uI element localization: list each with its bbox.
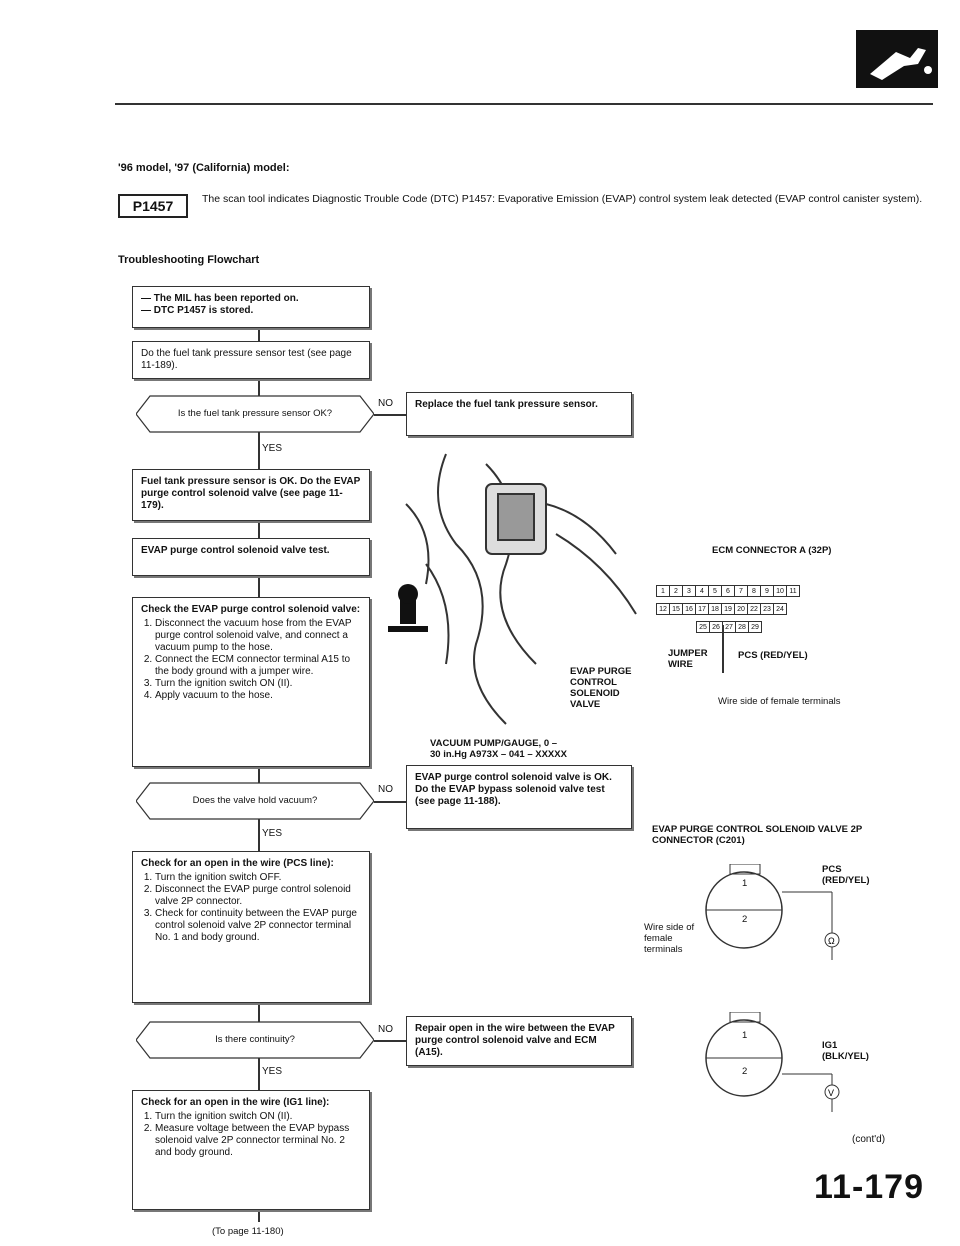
ecm-pin: 19	[721, 603, 735, 615]
ecm-pin: 11	[786, 585, 800, 597]
ecm-pin: 22	[747, 603, 761, 615]
ecm-pin: 15	[669, 603, 683, 615]
ecm-pin: 27	[722, 621, 736, 633]
q2-no-line	[374, 801, 406, 803]
pcs2-label: PCS (RED/YEL)	[822, 864, 870, 886]
model-line: '96 model, '97 (California) model:	[118, 162, 290, 174]
step5-item: 2. Disconnect the EVAP purge control solenoid valve 2P connector.	[155, 884, 361, 908]
ecm-pin: 4	[695, 585, 709, 597]
fuel-nozzle-icon	[856, 30, 938, 88]
q3-no-line	[374, 1040, 406, 1042]
page-number: 11-179	[814, 1168, 924, 1206]
ecm-pin: 28	[735, 621, 749, 633]
step5-item: 1. Turn the ignition switch OFF.	[155, 872, 361, 884]
step4-item: 1. Disconnect the vacuum hose from the EVAP purge control solenoid valve, and connect a vacuum pump to the hose.	[155, 618, 361, 654]
step6-item: 1. Turn the ignition switch ON (II).	[155, 1111, 361, 1123]
step4-item: 3. Turn the ignition switch ON (II).	[155, 678, 361, 690]
dtc-description: The scan tool indicates Diagnostic Trouble Code (DTC) P1457: Evaporative Emission (EVAP) control system leak detected (EVAP control canister system).	[202, 193, 923, 205]
flow-step2-box: Fuel tank pressure sensor is OK. Do the EVAP purge control solenoid valve (see page 11-179).	[132, 469, 370, 521]
ecm-pin: 26	[709, 621, 723, 633]
ecm-connector-title: ECM CONNECTOR A (32P)	[712, 545, 832, 556]
ecm-pin: 10	[773, 585, 787, 597]
flow-q1-no-box: Replace the fuel tank pressure sensor.	[406, 392, 632, 436]
flow-q2-no-box: EVAP purge control solenoid valve is OK. Do the EVAP bypass solenoid valve test (see page 11-188).	[406, 765, 632, 829]
flow-q3-text: Is there continuity?	[215, 1034, 295, 1045]
flow-spine	[258, 312, 260, 1222]
q3-yes-label: YES	[262, 1066, 283, 1077]
step4-item: 4. Apply vacuum to the hose.	[155, 690, 361, 702]
flow-step5-box	[132, 851, 370, 1003]
wire-side-label: Wire side of female terminals	[718, 696, 841, 707]
step6-item: 2. Measure voltage between the EVAP bypass solenoid valve 2P connector terminal No. 2 and body ground.	[155, 1123, 361, 1159]
q3-no-label: NO	[378, 1024, 393, 1035]
ecm-pin: 3	[682, 585, 696, 597]
jumper-line	[722, 625, 724, 673]
ecm-pin: 12	[656, 603, 670, 615]
ig1-label: IG1 (BLK/YEL)	[822, 1040, 869, 1062]
vacuum-pump-icon	[388, 584, 428, 632]
q2-yes-label: YES	[262, 828, 283, 839]
ecm-pin: 20	[734, 603, 748, 615]
flow-step4-box	[132, 597, 370, 767]
vacuum-pump-label: VACUUM PUMP/GAUGE, 0 – 30 in.Hg A973X – 041 – XXXXX	[430, 738, 567, 760]
ohmmeter-icon: Ω	[828, 936, 835, 946]
step6-title: Check for an open in the wire (IG1 line):	[141, 1097, 330, 1108]
ig1-connector-diagram	[694, 1012, 874, 1122]
ecm-pin: 16	[682, 603, 696, 615]
q1-no-label: NO	[378, 398, 393, 409]
evap-valve-label: EVAP PURGE CONTROL SOLENOID VALVE	[570, 666, 632, 710]
step5-item: 3. Check for continuity between the EVAP purge control solenoid valve 2P connector terminal No. 1 and body ground.	[155, 908, 361, 944]
flow-step6-box	[132, 1090, 370, 1210]
pcs-label: PCS (RED/YEL)	[738, 650, 808, 661]
ecm-pin: 25	[696, 621, 710, 633]
ecm-pin: 24	[773, 603, 787, 615]
ecm-pin: 5	[708, 585, 722, 597]
ecm-pin: 29	[748, 621, 762, 633]
ecm-pin: 2	[669, 585, 683, 597]
ig1-pin1-label: 1	[742, 1030, 748, 1041]
flow-q3-no-box: Repair open in the wire between the EVAP purge control solenoid valve and ECM (A15).	[406, 1016, 632, 1066]
q1-no-line	[374, 414, 406, 416]
flow-q2-text: Does the valve hold vacuum?	[192, 795, 318, 806]
step4-title: Check the EVAP purge control solenoid valve:	[141, 604, 361, 615]
evap-connector-title: EVAP PURGE CONTROL SOLENOID VALVE 2P CONNECTOR (C201)	[652, 824, 863, 846]
pin2-label: 2	[742, 914, 748, 925]
flow-start-box: — The MIL has been reported on. — DTC P1457 is stored.	[132, 286, 370, 328]
q1-yes-label: YES	[262, 443, 283, 454]
ecm-pin: 7	[734, 585, 748, 597]
ecm-pin: 23	[760, 603, 774, 615]
ecm-pin: 6	[721, 585, 735, 597]
ecm-pin: 9	[760, 585, 774, 597]
ecm-connector-diagram	[656, 580, 799, 634]
flow-q1-text: Is the fuel tank pressure sensor OK?	[177, 408, 333, 419]
ig1-pin2-label: 2	[742, 1066, 748, 1077]
flow-step3-box: EVAP purge control solenoid valve test.	[132, 538, 370, 576]
voltmeter-icon: V	[828, 1088, 835, 1098]
section-title: Troubleshooting Flowchart	[118, 254, 260, 266]
to-page-note: (To page 11-180)	[212, 1226, 284, 1237]
ecm-pin: 17	[695, 603, 709, 615]
header-rule	[115, 103, 933, 105]
ecm-pin: 1	[656, 585, 670, 597]
jumper-wire-label: JUMPER WIRE	[668, 648, 708, 670]
ecm-pin: 18	[708, 603, 722, 615]
q2-no-label: NO	[378, 784, 393, 795]
ecm-pin: 8	[747, 585, 761, 597]
dtc-code-box: P1457	[118, 194, 188, 218]
step5-title: Check for an open in the wire (PCS line):	[141, 858, 334, 869]
pin1-label: 1	[742, 878, 748, 889]
flow-step1-box: Do the fuel tank pressure sensor test (see page 11-189).	[132, 341, 370, 379]
step4-item: 2. Connect the ECM connector terminal A15 to the body ground with a jumper wire.	[155, 654, 361, 678]
wire-side2-label: Wire side of female terminals	[644, 922, 695, 955]
contd-note: (cont'd)	[852, 1134, 886, 1145]
